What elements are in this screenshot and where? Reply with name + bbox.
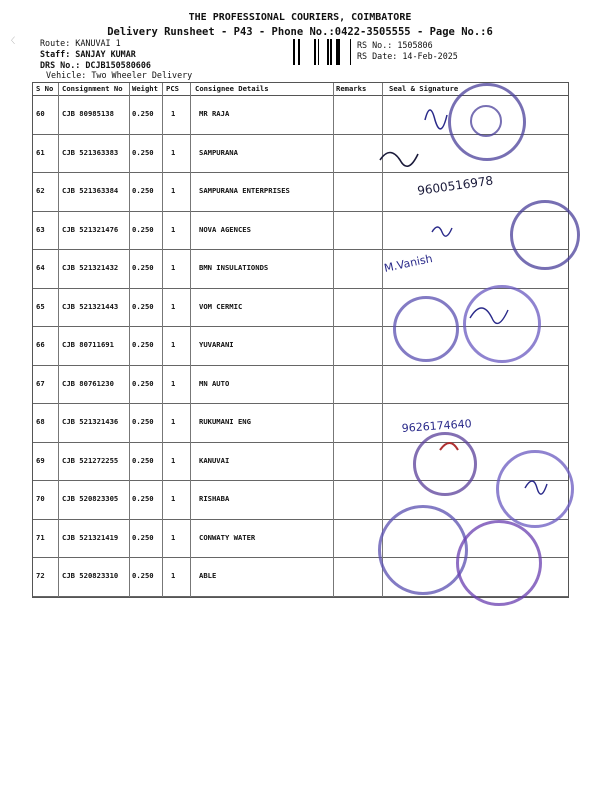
- row-consignment: CJB 521321476: [62, 224, 119, 234]
- vehicle-label: Vehicle: Two Wheeler Delivery: [46, 70, 193, 80]
- row-pcs: 1: [171, 455, 176, 465]
- row-consignee: VOM CERMIC: [199, 301, 243, 311]
- row-pcs: 1: [171, 378, 176, 388]
- row-weight: 0.250: [132, 494, 154, 503]
- runsheet-title: Delivery Runsheet - P43 - Phone No.:0422-3505555 - Page No.:6: [107, 26, 493, 38]
- rs-date: RS Date: 14-Feb-2025: [357, 51, 458, 61]
- row-consignment: CJB 520823305: [62, 494, 119, 503]
- col-seal: Seal & Signature: [389, 84, 459, 93]
- row-consignment: CJB 80711691: [62, 340, 114, 349]
- route-label: Route: KANUVAI 1: [40, 38, 121, 48]
- row-consignment: CJB 520823310: [62, 571, 119, 580]
- handwritten-name: M.Vanish: [382, 252, 434, 275]
- row-weight: 0.250: [132, 532, 154, 542]
- row-consignment: CJB 521321419: [62, 532, 119, 542]
- row-consignee: NOVA AGENCES: [199, 224, 251, 234]
- row-consignee: KANUVAI: [199, 455, 230, 465]
- row-pcs: 1: [171, 147, 176, 157]
- table-row: [33, 404, 568, 443]
- row-weight: 0.250: [132, 109, 154, 118]
- table-row: [33, 212, 568, 251]
- row-consignment: CJB 80761230: [62, 378, 114, 388]
- table-row: [33, 443, 568, 482]
- row-consignee: CONWATY WATER: [199, 532, 256, 542]
- runsheet-table: [32, 82, 569, 598]
- row-weight: 0.250: [132, 301, 154, 311]
- row-pcs: 1: [171, 109, 176, 118]
- table-row: [33, 289, 568, 328]
- row-consignment: CJB 521272255: [62, 455, 119, 465]
- row-weight: 0.250: [132, 224, 154, 234]
- row-sno: 69: [36, 455, 45, 465]
- row-pcs: 1: [171, 263, 176, 272]
- row-sno: 61: [36, 147, 45, 157]
- row-pcs: 1: [171, 571, 176, 580]
- row-consignment: CJB 80985138: [62, 109, 114, 118]
- rs-number: RS No.: 1505806: [357, 40, 433, 50]
- table-row: [33, 481, 568, 520]
- row-pcs: 1: [171, 340, 176, 349]
- row-sno: 64: [36, 263, 45, 272]
- row-pcs: 1: [171, 186, 176, 195]
- table-row: [33, 327, 568, 366]
- table-row: [33, 173, 568, 212]
- row-pcs: 1: [171, 301, 176, 311]
- handwritten-phone: 9600516978: [416, 173, 495, 198]
- handwritten-number: 9626174640: [401, 417, 473, 435]
- row-sno: 68: [36, 417, 45, 426]
- row-consignee: SAMPURANA: [199, 147, 238, 157]
- col-weight: Weight: [132, 84, 158, 93]
- table-row: [33, 558, 568, 597]
- row-sno: 65: [36, 301, 45, 311]
- staff-label: Staff: SANJAY KUMAR: [40, 49, 136, 59]
- row-weight: 0.250: [132, 263, 154, 272]
- table-row: [33, 250, 568, 289]
- row-consignment: CJB 521321436: [62, 417, 119, 426]
- col-remarks: Remarks: [336, 84, 367, 93]
- row-sno: 63: [36, 224, 45, 234]
- row-weight: 0.250: [132, 378, 154, 388]
- row-sno: 67: [36, 378, 45, 388]
- row-sno: 66: [36, 340, 45, 349]
- row-consignment: CJB 521363383: [62, 147, 119, 157]
- row-consignee: BMN INSULATIONDS: [199, 263, 269, 272]
- barcode: [293, 39, 351, 65]
- col-sno: S No: [36, 84, 54, 93]
- drs-number: DRS No.: DCJB150580606: [40, 60, 151, 70]
- row-sno: 60: [36, 109, 45, 118]
- row-consignment: CJB 521363384: [62, 186, 119, 195]
- row-weight: 0.250: [132, 340, 154, 349]
- row-sno: 62: [36, 186, 45, 195]
- row-consignee: RUKUMANI ENG: [199, 417, 251, 426]
- row-sno: 70: [36, 494, 45, 503]
- row-weight: 0.250: [132, 571, 154, 580]
- col-pcs: PCS: [166, 84, 179, 93]
- company-name: THE PROFESSIONAL COURIERS, COIMBATORE: [188, 12, 412, 23]
- row-consignee: RISHABA: [199, 494, 230, 503]
- table-header: [33, 83, 568, 96]
- row-weight: 0.250: [132, 186, 154, 195]
- table-row: [33, 135, 568, 174]
- row-consignee: ABLE: [199, 571, 217, 580]
- table-row: [33, 520, 568, 559]
- row-pcs: 1: [171, 417, 176, 426]
- row-sno: 72: [36, 571, 45, 580]
- row-consignee: YUVARANI: [199, 340, 234, 349]
- col-consignment: Consignment No: [62, 84, 123, 93]
- row-weight: 0.250: [132, 455, 154, 465]
- row-consignee: SAMPURANA ENTERPRISES: [199, 186, 290, 195]
- row-consignee: MR RAJA: [199, 109, 230, 118]
- table-row: [33, 96, 568, 135]
- col-consignee: Consignee Details: [195, 84, 269, 93]
- corner-mark: 〈: [7, 36, 15, 45]
- row-pcs: 1: [171, 494, 176, 503]
- row-sno: 71: [36, 532, 45, 542]
- row-weight: 0.250: [132, 417, 154, 426]
- row-weight: 0.250: [132, 147, 154, 157]
- row-consignment: CJB 521321443: [62, 301, 119, 311]
- table-row: [33, 366, 568, 405]
- row-pcs: 1: [171, 532, 176, 542]
- row-pcs: 1: [171, 224, 176, 234]
- row-consignee: MN AUTO: [199, 378, 230, 388]
- row-consignment: CJB 521321432: [62, 263, 119, 272]
